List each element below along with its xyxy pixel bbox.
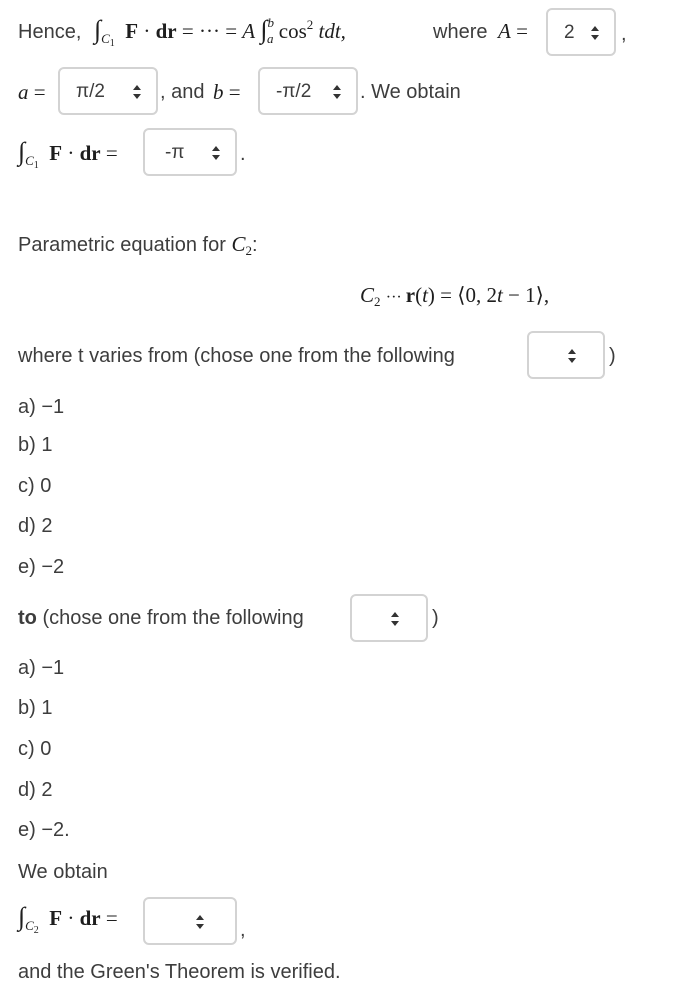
comma: , — [240, 919, 246, 941]
to-prompt — [18, 606, 304, 630]
option-from-d: d) 2 — [18, 515, 53, 537]
b-select[interactable] — [258, 67, 358, 115]
b-select-value: -π/2 — [276, 81, 312, 102]
from-prompt: where t varies from (chose one from the following — [18, 345, 455, 367]
option-to-a: a) −1 — [18, 657, 65, 679]
updown-arrow-icon — [132, 81, 142, 103]
a-select-value: π/2 — [76, 81, 105, 102]
we-obtain-text: . We obtain — [360, 81, 461, 103]
we-obtain-final: We obtain — [18, 861, 108, 883]
updown-arrow-icon — [332, 81, 342, 103]
A-select[interactable] — [546, 8, 616, 56]
a-select[interactable] — [58, 67, 158, 115]
option-to-b: b) 1 — [18, 697, 53, 719]
and-text: , and — [160, 81, 205, 103]
option-to-e: e) −2. — [18, 819, 70, 841]
line-integral-c1-expression: $\int_{C1}$ F · dr = ··· = A ∫$^b_a$ $\cos^2$ tdt, — [94, 15, 346, 49]
option-from-e: e) −2 — [18, 556, 65, 578]
where-text: where — [433, 21, 488, 43]
comma: , — [621, 23, 627, 45]
A-label: A = — [498, 19, 528, 43]
c2-integral-select[interactable] — [143, 897, 237, 945]
updown-arrow-icon — [567, 345, 577, 367]
updown-arrow-icon — [211, 142, 221, 164]
b-label: b = — [213, 80, 241, 104]
A-select-value: 2 — [564, 22, 575, 43]
c2-heading: Parametric equation for $C_2$: — [18, 232, 258, 258]
to-select[interactable] — [350, 594, 428, 642]
c2-equation: C2 ··· r(t) = ⟨0, 2t − 1⟩, — [360, 283, 550, 309]
close-paren: ) — [609, 345, 616, 367]
to-word: to — [18, 607, 37, 629]
c2-heading-text: Parametric equation for — [18, 234, 226, 256]
updown-arrow-icon — [390, 608, 400, 630]
line-integral-c2-expression: $\int_{C2}$ F · dr = — [18, 902, 118, 936]
to-prompt-text: (chose one from the following — [42, 607, 304, 629]
close-paren: ) — [432, 607, 439, 629]
option-from-c: c) 0 — [18, 475, 52, 497]
period: . — [240, 143, 246, 165]
closing-text: and the Green's Theorem is verified. — [18, 961, 341, 983]
hence-text: Hence, — [18, 21, 82, 43]
c1-integral-select-value: -π — [165, 142, 185, 163]
option-to-d: d) 2 — [18, 779, 53, 801]
line-integral-c1-result: $\int_{C1}$ F · dr = — [18, 137, 118, 171]
updown-arrow-icon — [590, 22, 600, 44]
option-to-c: c) 0 — [18, 738, 52, 760]
option-from-b: b) 1 — [18, 434, 53, 456]
updown-arrow-icon — [195, 911, 205, 933]
from-select[interactable] — [527, 331, 605, 379]
a-label: a = — [18, 80, 46, 104]
c1-integral-select[interactable] — [143, 128, 237, 176]
option-from-a: a) −1 — [18, 396, 65, 418]
